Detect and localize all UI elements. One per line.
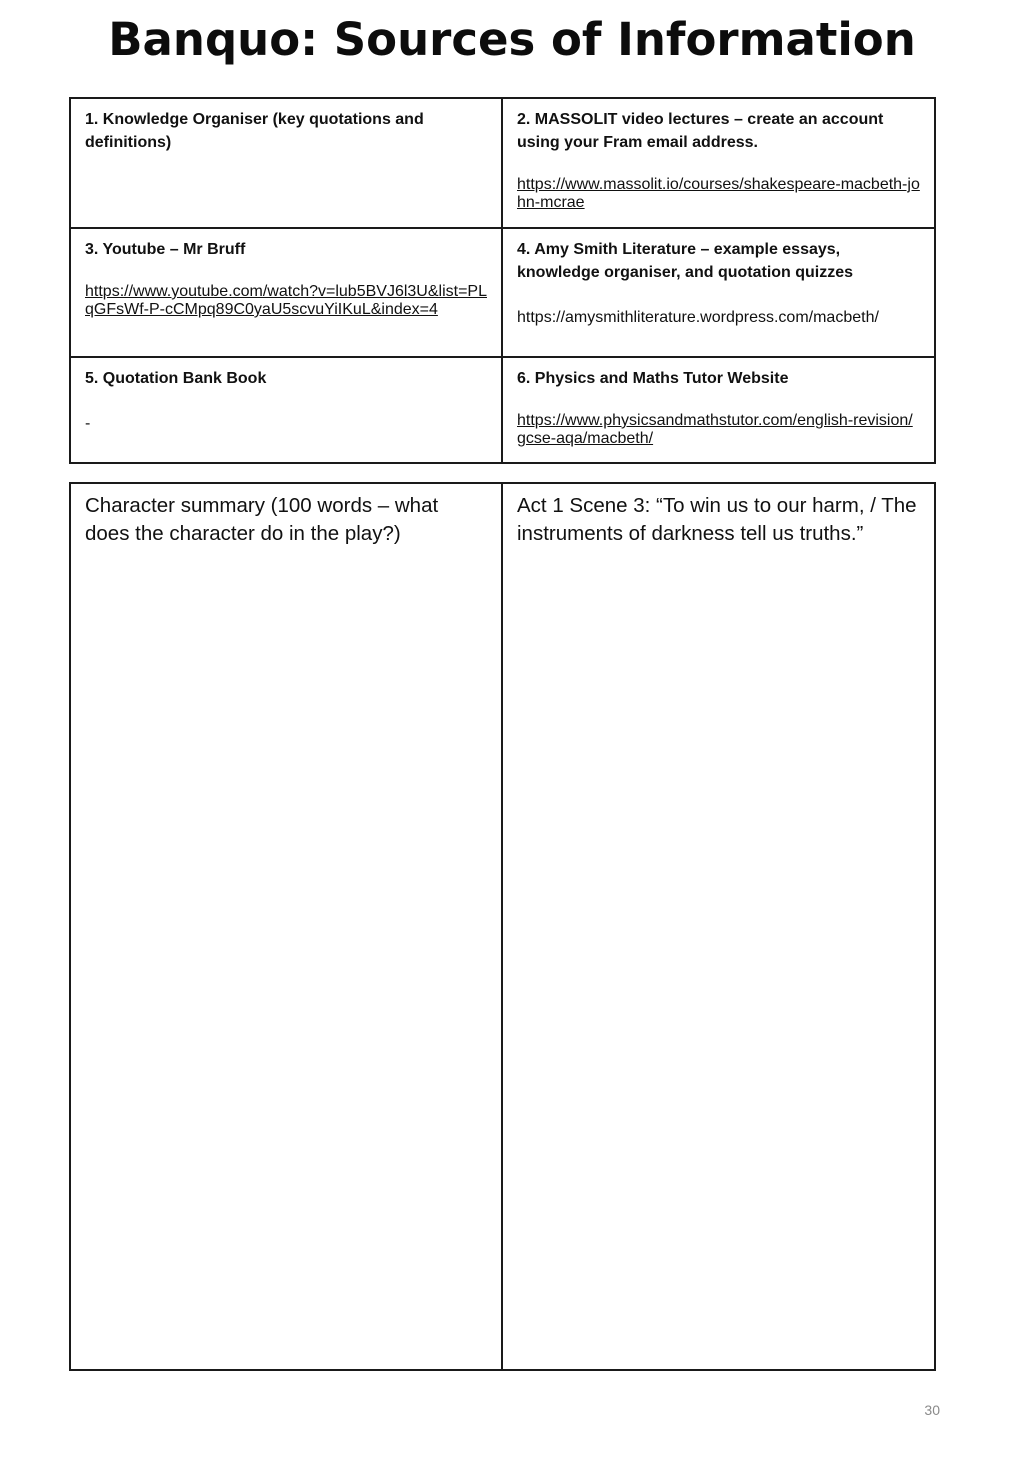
source-title: 5. Quotation Bank Book	[85, 370, 267, 387]
page-title: Banquo: Sources of Information	[108, 13, 916, 66]
youtube-link[interactable]: https://www.youtube.com/watch?v=lub5BVJ6l3U&list=PLqGFsWf-P-cCMpq89C0yaU5scvuYiIKuL&index=4	[85, 283, 487, 318]
amy-smith-url: https://amysmithliterature.wordpress.com/macbeth/	[517, 309, 879, 326]
sources-row	[70, 228, 935, 357]
source-cell-amy-smith	[502, 228, 935, 357]
source-cell-youtube	[70, 228, 502, 357]
source-title: 3. Youtube – Mr Bruff	[85, 241, 246, 258]
source-cell-physics-maths-tutor	[502, 357, 935, 463]
quotation-text: Act 1 Scene 3: “To win us to our harm, / The instruments of darkness tell us truths.”	[517, 494, 917, 545]
page-number: 30	[924, 1402, 940, 1418]
source-title: 4. Amy Smith Literature – example essays, knowledge organiser, and quotation quizzes	[517, 241, 854, 281]
massolit-link[interactable]: https://www.massolit.io/courses/shakespeare-macbeth-john-mcrae	[517, 176, 920, 211]
character-summary-cell[interactable]	[70, 483, 502, 1370]
quotation-bank-detail: -	[85, 415, 91, 432]
source-cell-knowledge-organiser	[70, 98, 502, 228]
source-title: 1. Knowledge Organiser (key quotations and definitions)	[85, 111, 424, 151]
source-title: 2. MASSOLIT video lectures – create an account using your Fram email address.	[517, 111, 884, 151]
source-cell-quotation-bank	[70, 357, 502, 463]
physics-maths-tutor-link[interactable]: https://www.physicsandmathstutor.com/english-revision/gcse-aqa/macbeth/	[517, 412, 913, 447]
sources-row	[70, 357, 935, 463]
source-cell-massolit	[502, 98, 935, 228]
sources-row	[70, 98, 935, 228]
quotation-cell[interactable]	[502, 483, 935, 1370]
character-summary-prompt: Character summary (100 words – what does the character do in the play?)	[85, 494, 439, 545]
sources-table	[69, 97, 936, 464]
summary-table	[69, 482, 936, 1371]
source-title: 6. Physics and Maths Tutor Website	[517, 370, 789, 387]
summary-row	[70, 483, 935, 1370]
